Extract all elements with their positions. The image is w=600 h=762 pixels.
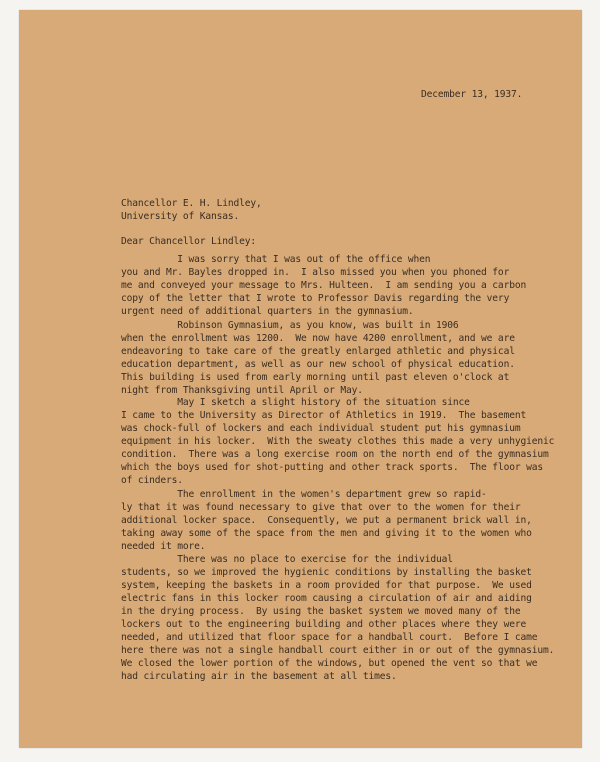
letter-paragraph: Robinson Gymnasium, as you know, was built in 1906 when the enrollment was 1200. We now have 4200 enrollment, and we are endeavoring to take care of the greatly enlarged athletic and physical education department, as well as our new school of physical education. This building is used from early morning until past eleven o'clock at night from Thanksgiving until April or May. [121,320,515,396]
letter-paragraph: There was no place to exercise for the individual students, so we improved the hygienic conditions by installing the basket system, keeping the baskets in a room provided for that purpose. We used electric fans in this locker room causing a circulation of air and aiding in the drying process. By using the basket system we moved many of the lockers out to the engineering building and other places where they were needed, and utilized that floor space for a handball court. Before I came here there was not a single handball court either in or out of the gymnasium. We closed the lower portion of the windows, but opened the vent so that we had circulating air in the basement at all times. [121,554,555,682]
letter-paragraph: The enrollment in the women's department grew so rapid- ly that it was found necessary to give that over to the women for their additional locker space. Consequently, we put a permanent brick wall in, taking away some of the space from the men and giving it to the women who needed it more. [121,489,532,552]
letter-date: December 13, 1937. [421,89,523,100]
salutation: Dear Chancellor Lindley: [121,236,257,247]
addressee-block: Chancellor E. H. Lindley, University of Kansas. [121,198,262,222]
letter-paragraph: I was sorry that I was out of the office when you and Mr. Bayles dropped in. I also missed you when you phoned for me and conveyed your message to Mrs. Hulteen. I am sending you a carbon copy of the letter that I wrote to Professor Davis regarding the very urgent need of additional quarters in the gymnasium. [121,254,527,317]
letter-paragraph: May I sketch a slight history of the situation since I came to the University as Director of Athletics in 1919. The basement was chock-full of lockers and each individual student put his gymnasium equipment in his locker. With the sweaty clothes this made a very unhygienic condition. There was a long exercise room on the north end of the gymnasium which the boys used for shot-putting and other track sports. The floor was of cinders. [121,397,555,486]
